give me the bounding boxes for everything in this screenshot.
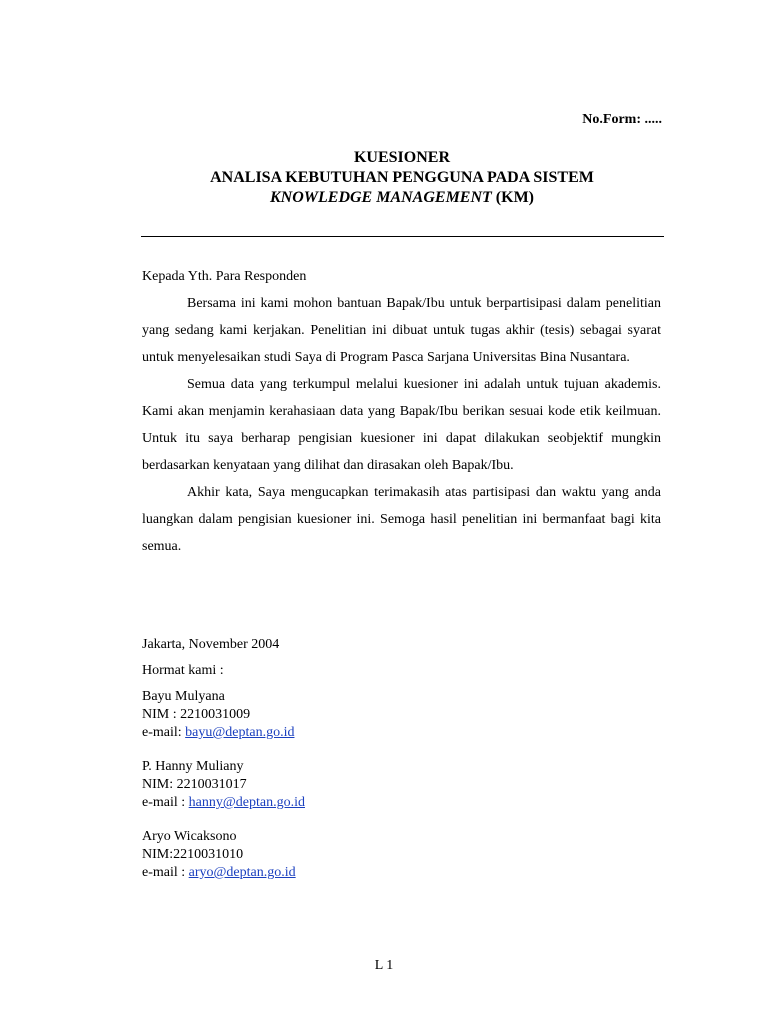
greeting: Kepada Yth. Para Responden	[142, 269, 307, 284]
title-divider	[141, 236, 664, 237]
author-3	[142, 828, 305, 882]
email-link[interactable]: hanny@deptan.go.id	[188, 795, 305, 810]
closing: Hormat kami :	[142, 663, 224, 678]
title-line-3-suffix: (KM)	[491, 189, 534, 206]
page-number: L 1	[374, 958, 394, 973]
document-title	[0, 148, 768, 208]
email-link[interactable]: aryo@deptan.go.id	[188, 865, 296, 880]
author-nim: NIM:2210031010	[142, 847, 244, 862]
place-date: Jakarta, November 2004	[142, 637, 280, 652]
email-label: e-mail:	[142, 725, 186, 740]
author-2	[142, 758, 305, 812]
email-link[interactable]: bayu@deptan.go.id	[185, 725, 295, 740]
title-line-3-italic: KNOWLEDGE MANAGEMENT	[269, 189, 492, 206]
author-nim: NIM : 2210031009	[142, 707, 251, 722]
author-name: Bayu Mulyana	[142, 689, 225, 704]
author-nim: NIM: 2210031017	[142, 777, 247, 792]
author-email-line	[142, 794, 305, 812]
email-label: e-mail :	[142, 795, 189, 810]
author-email-line	[142, 724, 305, 742]
paragraph-1: Bersama ini kami mohon bantuan Bapak/Ibu untuk berpartisipasi dalam penelitian yang sedang kami kerjakan. Penelitian ini dibuat untuk tugas akhir (tesis) sebagai syarat untuk menyelesaikan studi Saya di Program Pasca Sarjana Universitas Bina Nusantara.	[142, 296, 661, 365]
title-line-1: KUESIONER	[353, 149, 451, 166]
title-line-3	[0, 188, 768, 208]
title-line-2: ANALISA KEBUTUHAN PENGGUNA PADA SISTEM	[210, 169, 594, 186]
author-name: P. Hanny Muliany	[142, 759, 244, 774]
author-email-line	[142, 864, 305, 882]
author-1	[142, 688, 305, 742]
form-number: No.Form: .....	[582, 112, 662, 127]
letter-body	[142, 263, 661, 560]
signoff-block	[142, 636, 305, 882]
paragraph-3: Akhir kata, Saya mengucapkan terimakasih atas partisipasi dan waktu yang anda luangkan dalam pengisian kuesioner ini. Semoga hasil penelitian ini bermanfaat bagi kita semua.	[142, 485, 661, 554]
email-label: e-mail :	[142, 865, 189, 880]
author-name: Aryo Wicaksono	[142, 829, 237, 844]
paragraph-2: Semua data yang terkumpul melalui kuesioner ini adalah untuk tujuan akademis. Kami akan menjamin kerahasiaan data yang Bapak/Ibu berikan sesuai kode etik keilmuan. Untuk itu saya berharap pengisian kuesioner ini dapat dilakukan seobjektif mungkin berdasarkan kenyataan yang dilihat dan dirasakan oleh Bapak/Ibu.	[142, 377, 661, 473]
